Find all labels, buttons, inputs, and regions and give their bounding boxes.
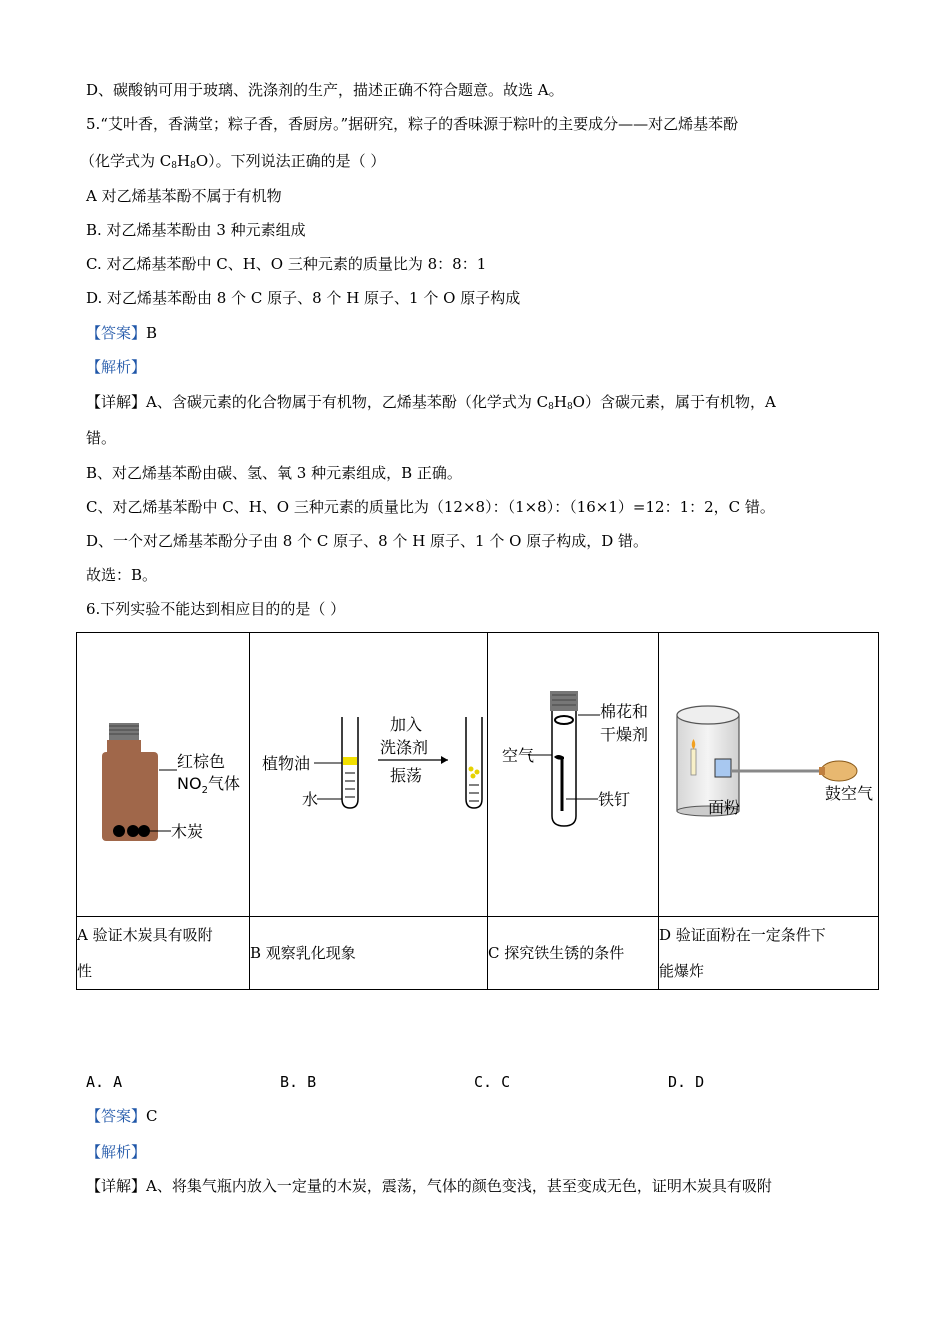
flour-cup-icon [715,759,731,777]
option-a: A 对乙烯基苯酚不属于有机物 [86,187,282,205]
caption-c: C 探究铁生锈的条件 [488,917,659,990]
label-air: 空气 [502,746,535,765]
experiment-d-figure [659,633,879,917]
label-blow-air: 鼓空气 [825,784,874,803]
question-6-stem: 6.下列实验不能达到相应目的的是（ ） [86,600,346,618]
detail-5-line: B、对乙烯基苯酚由碳、氢、氧 3 种元素组成，B 正确。 [86,464,462,482]
analysis-6-heading: 【解析】 [86,1143,147,1161]
detail-5-line: C、对乙烯基苯酚中 C、H、O 三种元素的质量比为（12×8）：（1×8）：（16×1）=12：1：2，C 错。 [86,498,775,516]
air-bulb-icon [821,761,857,781]
label-desiccant: 干燥剂 [600,725,649,744]
answer-5: 【答案】B [86,324,158,342]
label-no2-gas: $NO_2$气体 [177,774,240,796]
option-d: D. 对乙烯基苯酚由 8 个 C 原子、8 个 H 原子、1 个 O 原子构成 [86,289,521,307]
label-red-brown: 红棕色 [177,752,226,771]
choice-d: D. D [668,1073,705,1091]
label-charcoal: 木炭 [171,822,204,841]
experiment-b-figure [250,633,488,917]
label-water: 水 [302,790,319,809]
question-5-stem-cont: （化学式为 $C_8H_8O$）。下列说法正确的是（ ） [80,152,386,171]
experiment-c-figure [488,633,659,917]
option-b: B. 对乙烯基苯酚由 3 种元素组成 [86,221,306,239]
label-detergent: 洗涤剂 [380,738,429,757]
detail-6-line: 【详解】A、将集气瓶内放入一定量的木炭，震荡，气体的颜色变浅，甚至变成无色，证明木炭具有吸附 [86,1177,772,1195]
choice-b: B. B [280,1073,317,1091]
label-flour: 面粉 [708,798,741,817]
experiment-table [76,632,879,990]
candle-icon [691,749,696,775]
label-add: 加入 [390,715,423,734]
label-shake: 振荡 [390,766,423,785]
text-line: D、碳酸钠可用于玻璃、洗涤剂的生产，描述正确不符合题意。故选 A。 [86,81,564,99]
choice-c: C. C [474,1073,511,1091]
test-tube-icon [552,711,576,826]
question-5-stem: 5.“艾叶香，香满堂；粽子香，香厨房。”据研究，粽子的香味源于粽叶的主要成分——对乙烯基苯酚 [86,115,739,133]
detail-5-line: 错。 [86,429,117,447]
detail-5-line: D、一个对乙烯基苯酚分子由 8 个 C 原子、8 个 H 原子、1 个 O 原子构成，D 错。 [86,532,648,550]
label-nail: 铁钉 [598,790,631,809]
label-cotton: 棉花和 [600,702,649,721]
option-c: C. 对乙烯基苯酚中 C、H、O 三种元素的质量比为 8：8：1 [86,255,487,273]
charcoal-icon [113,825,125,837]
choice-a: A. A [86,1073,123,1091]
experiment-a-figure [77,633,250,917]
detail-5-conclusion: 故选：B。 [86,566,158,584]
answer-6: 【答案】C [86,1107,158,1125]
caption-b: B 观察乳化现象 [250,917,488,990]
cotton-icon [555,716,573,724]
caption-d: D 验证面粉在一定条件下 能爆炸 [659,917,879,990]
detail-5-line: 【详解】A、含碳元素的化合物属于有机物，乙烯基苯酚（化学式为 $C_8H_8O$）含碳元素，属于有机物，A [86,393,776,412]
tube-stopper [550,691,578,711]
test-tube-icon [466,717,482,808]
label-vegetable-oil: 植物油 [262,754,311,773]
bottle-neck [107,740,141,752]
analysis-5-heading: 【解析】 [86,358,147,376]
caption-a: A 验证木炭具有吸附 性 [77,917,250,990]
